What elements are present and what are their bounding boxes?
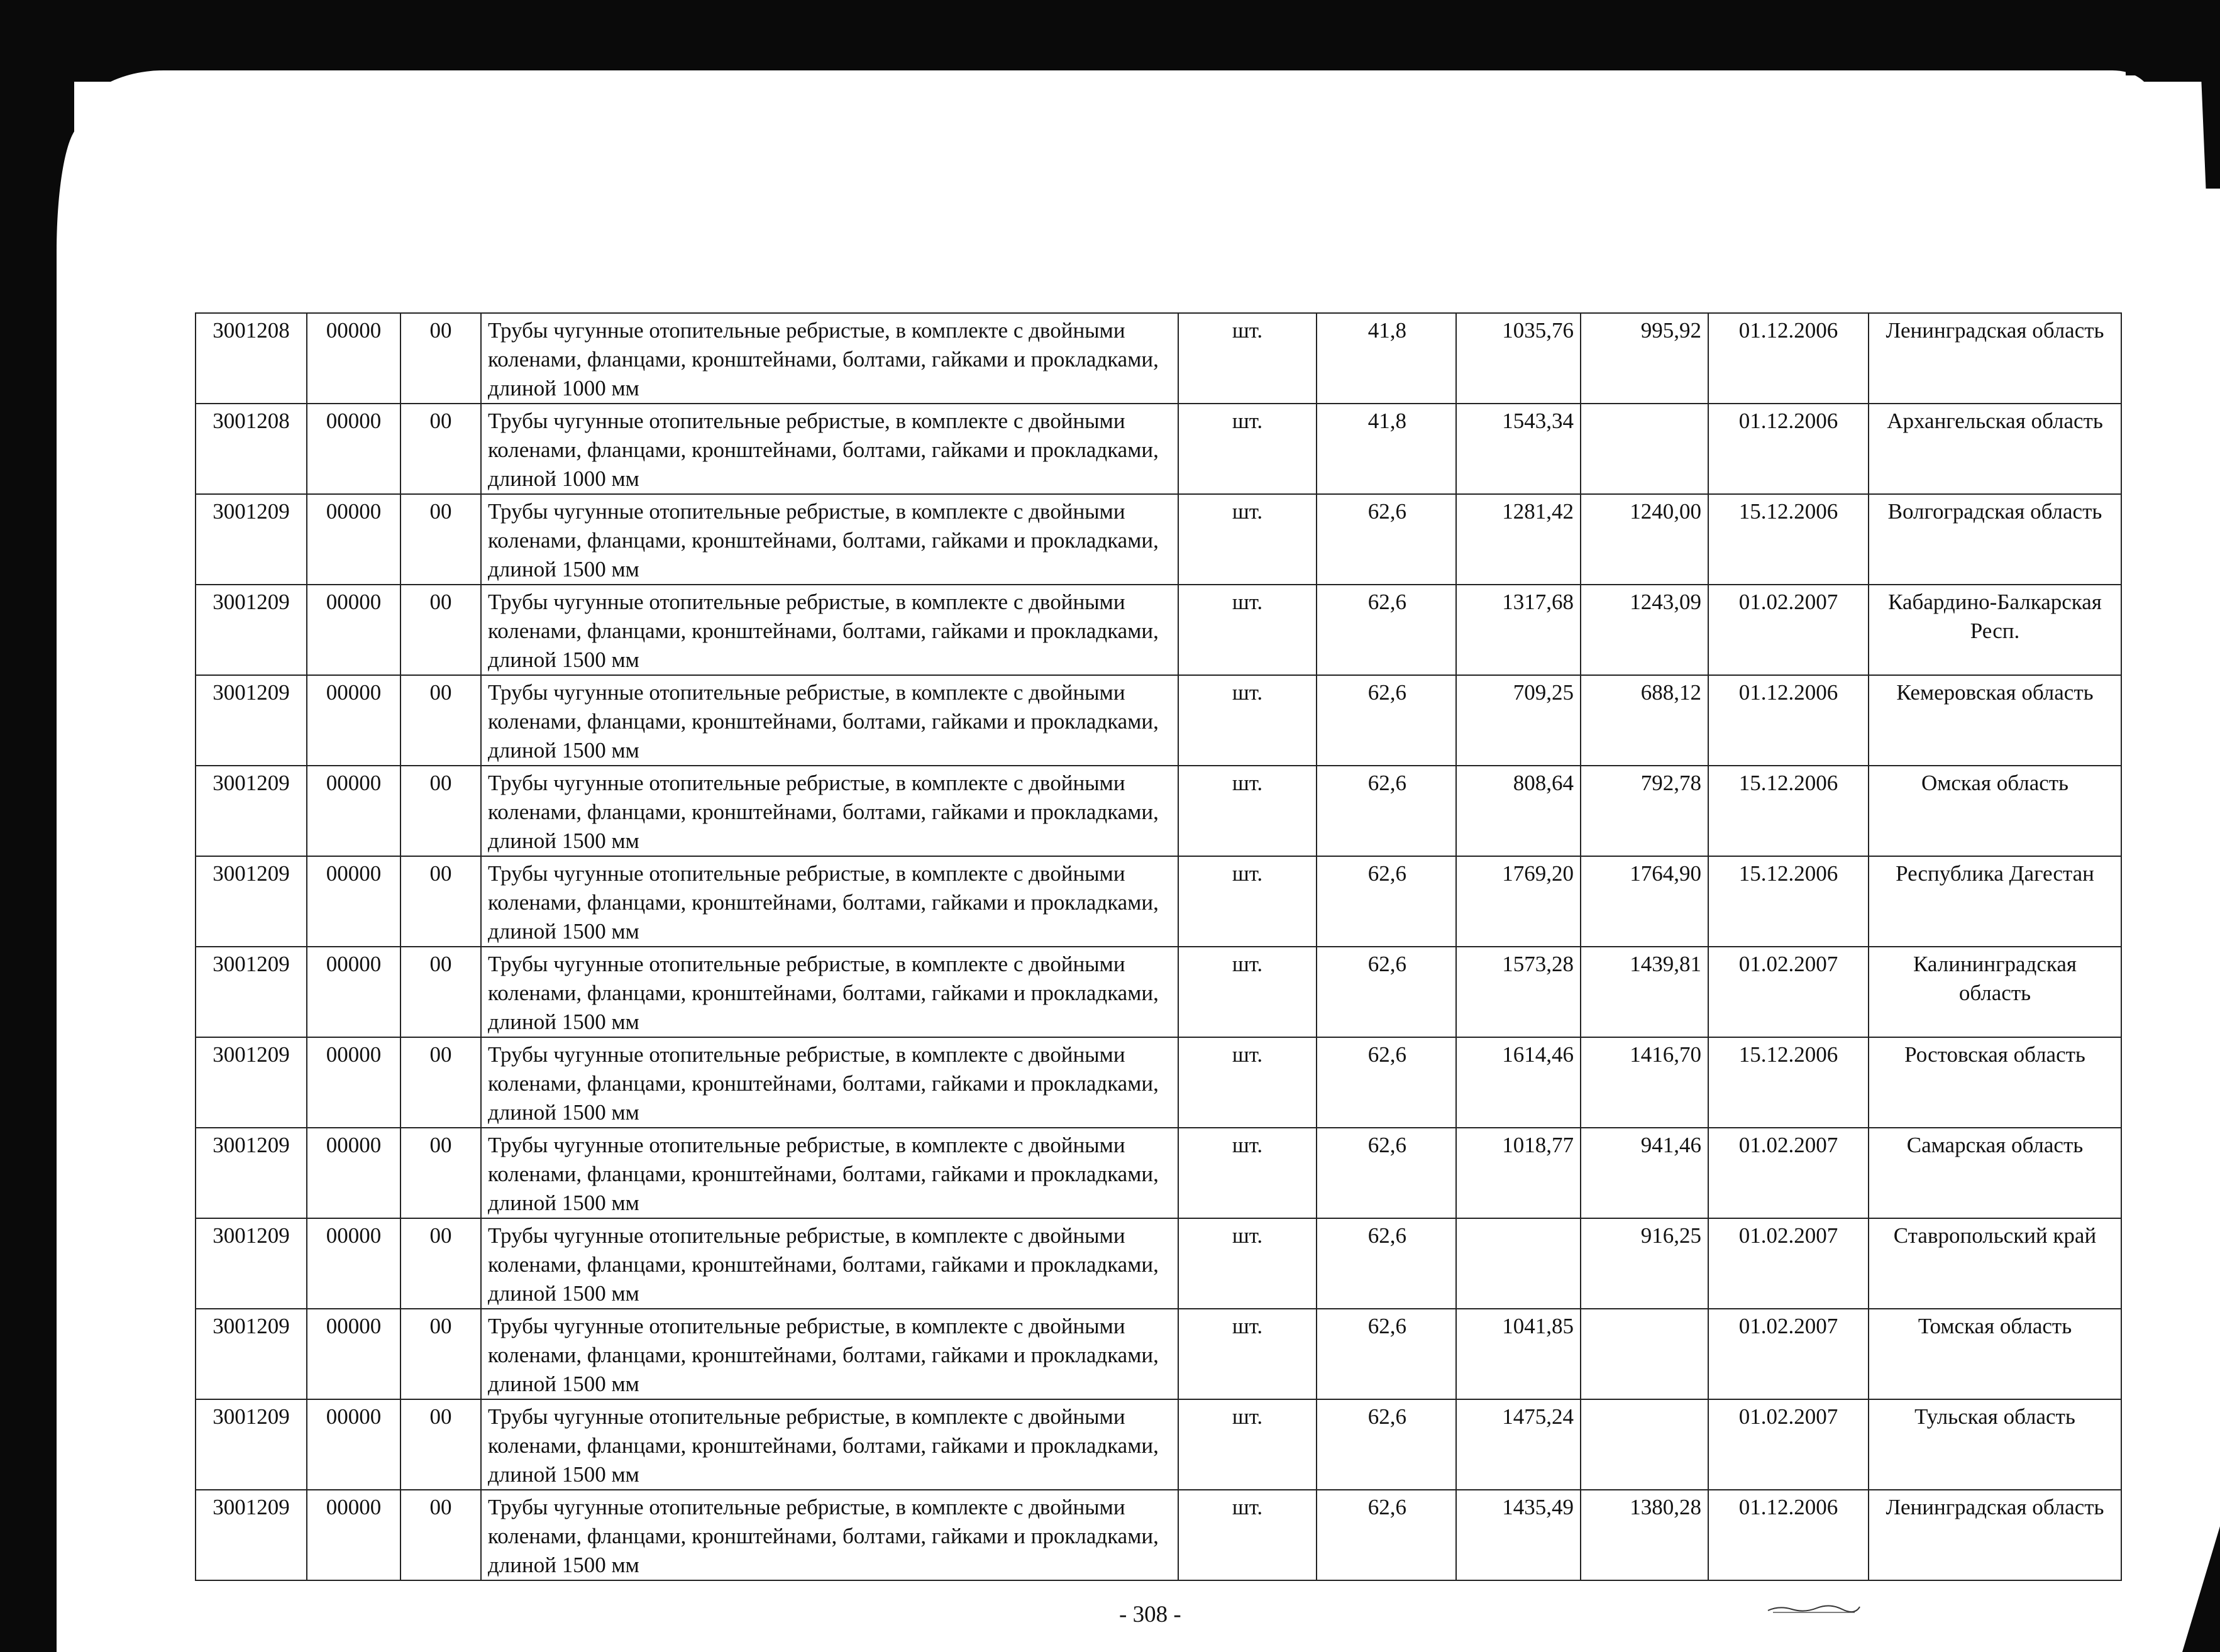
cell-price-2: 688,12: [1581, 675, 1708, 766]
cell-subcode: 00000: [307, 404, 400, 494]
cell-subcode: 00000: [307, 1309, 400, 1399]
cell-unit: шт.: [1178, 494, 1317, 585]
cell-name: Трубы чугунные отопительные ребристые, в комплекте с двойными коленами, фланцами, кронштейнами, болтами, гайками и прокладками, длиной 1000 мм: [481, 404, 1178, 494]
cell-subcode: 00000: [307, 494, 400, 585]
scan-page-edge: [75, 70, 2150, 146]
cell-code: 3001209: [196, 1037, 307, 1128]
price-table: [195, 312, 2122, 1581]
cell-price-1: 808,64: [1456, 766, 1581, 856]
cell-name: Трубы чугунные отопительные ребристые, в комплекте с двойными коленами, фланцами, кронштейнами, болтами, гайками и прокладками, длиной 1500 мм: [481, 1128, 1178, 1218]
cell-name: Трубы чугунные отопительные ребристые, в комплекте с двойными коленами, фланцами, кронштейнами, болтами, гайками и прокладками, длиной 1500 мм: [481, 947, 1178, 1037]
cell-date: 15.12.2006: [1708, 766, 1869, 856]
cell-unit: шт.: [1178, 313, 1317, 404]
cell-name: Трубы чугунные отопительные ребристые, в комплекте с двойными коленами, фланцами, кронштейнами, болтами, гайками и прокладками, длиной 1500 мм: [481, 585, 1178, 675]
cell-price-1: 1769,20: [1456, 856, 1581, 947]
cell-subcode: 00000: [307, 1490, 400, 1580]
cell-subcode: 00000: [307, 766, 400, 856]
table-row: [196, 404, 2121, 494]
cell-unit: шт.: [1178, 585, 1317, 675]
cell-region: Ставропольский край: [1869, 1218, 2121, 1309]
cell-subcode2: 00: [400, 675, 481, 766]
cell-date: 01.02.2007: [1708, 1218, 1869, 1309]
cell-unit: шт.: [1178, 1128, 1317, 1218]
cell-price-2: 1439,81: [1581, 947, 1708, 1037]
table-row: [196, 313, 2121, 404]
cell-weight: 62,6: [1317, 675, 1456, 766]
cell-price-1: 1543,34: [1456, 404, 1581, 494]
cell-code: 3001209: [196, 1490, 307, 1580]
cell-subcode: 00000: [307, 947, 400, 1037]
cell-subcode2: 00: [400, 1399, 481, 1490]
cell-price-2: 792,78: [1581, 766, 1708, 856]
cell-price-2: [1581, 404, 1708, 494]
cell-subcode2: 00: [400, 1309, 481, 1399]
cell-subcode2: 00: [400, 494, 481, 585]
table-row: [196, 1490, 2121, 1580]
cell-region: Омская область: [1869, 766, 2121, 856]
cell-price-1: [1456, 1218, 1581, 1309]
scan-border-right-bottom: [2182, 1526, 2220, 1652]
cell-name: Трубы чугунные отопительные ребристые, в комплекте с двойными коленами, фланцами, кронштейнами, болтами, гайками и прокладками, длиной 1500 мм: [481, 494, 1178, 585]
scan-page-edge-left: [57, 126, 94, 1652]
cell-unit: шт.: [1178, 1309, 1317, 1399]
cell-weight: 62,6: [1317, 1037, 1456, 1128]
cell-subcode2: 00: [400, 1037, 481, 1128]
cell-date: 01.12.2006: [1708, 404, 1869, 494]
cell-name: Трубы чугунные отопительные ребристые, в комплекте с двойными коленами, фланцами, кронштейнами, болтами, гайками и прокладками, длиной 1500 мм: [481, 1490, 1178, 1580]
cell-weight: 41,8: [1317, 313, 1456, 404]
scan-border-top: [0, 0, 2220, 82]
cell-date: 15.12.2006: [1708, 1037, 1869, 1128]
cell-weight: 62,6: [1317, 1490, 1456, 1580]
cell-unit: шт.: [1178, 1399, 1317, 1490]
cell-date: 01.12.2006: [1708, 313, 1869, 404]
cell-unit: шт.: [1178, 404, 1317, 494]
cell-region: Кабардино-Балкарская Респ.: [1869, 585, 2121, 675]
cell-subcode: 00000: [307, 1399, 400, 1490]
cell-region: Республика Дагестан: [1869, 856, 2121, 947]
cell-unit: шт.: [1178, 856, 1317, 947]
cell-price-2: 941,46: [1581, 1128, 1708, 1218]
cell-subcode: 00000: [307, 1037, 400, 1128]
cell-price-1: 1018,77: [1456, 1128, 1581, 1218]
table-row: [196, 1218, 2121, 1309]
price-table-body: [196, 313, 2121, 1580]
cell-price-2: 1240,00: [1581, 494, 1708, 585]
cell-weight: 62,6: [1317, 856, 1456, 947]
cell-price-1: 709,25: [1456, 675, 1581, 766]
table-row: [196, 856, 2121, 947]
cell-weight: 41,8: [1317, 404, 1456, 494]
cell-code: 3001209: [196, 1218, 307, 1309]
cell-price-1: 1435,49: [1456, 1490, 1581, 1580]
table-row: [196, 675, 2121, 766]
cell-name: Трубы чугунные отопительные ребристые, в комплекте с двойными коленами, фланцами, кронштейнами, болтами, гайками и прокладками, длиной 1500 мм: [481, 766, 1178, 856]
cell-code: 3001209: [196, 494, 307, 585]
cell-price-2: [1581, 1399, 1708, 1490]
cell-subcode: 00000: [307, 856, 400, 947]
cell-weight: 62,6: [1317, 585, 1456, 675]
cell-code: 3001209: [196, 856, 307, 947]
cell-date: 15.12.2006: [1708, 494, 1869, 585]
cell-price-2: 1416,70: [1581, 1037, 1708, 1128]
cell-price-2: 1380,28: [1581, 1490, 1708, 1580]
scribble-mark: [1767, 1603, 1861, 1614]
cell-price-1: 1281,42: [1456, 494, 1581, 585]
table-row: [196, 947, 2121, 1037]
cell-subcode2: 00: [400, 404, 481, 494]
cell-region: Кемеровская область: [1869, 675, 2121, 766]
cell-subcode: 00000: [307, 585, 400, 675]
cell-price-1: 1475,24: [1456, 1399, 1581, 1490]
cell-weight: 62,6: [1317, 766, 1456, 856]
cell-weight: 62,6: [1317, 1128, 1456, 1218]
cell-price-2: 916,25: [1581, 1218, 1708, 1309]
cell-subcode2: 00: [400, 1490, 481, 1580]
cell-name: Трубы чугунные отопительные ребристые, в комплекте с двойными коленами, фланцами, кронштейнами, болтами, гайками и прокладками, длиной 1500 мм: [481, 1399, 1178, 1490]
cell-date: 01.12.2006: [1708, 1490, 1869, 1580]
cell-code: 3001209: [196, 1128, 307, 1218]
cell-region: Тульская область: [1869, 1399, 2121, 1490]
cell-name: Трубы чугунные отопительные ребристые, в комплекте с двойными коленами, фланцами, кронштейнами, болтами, гайками и прокладками, длиной 1500 мм: [481, 1037, 1178, 1128]
cell-price-2: 1243,09: [1581, 585, 1708, 675]
cell-code: 3001208: [196, 404, 307, 494]
cell-subcode2: 00: [400, 766, 481, 856]
cell-name: Трубы чугунные отопительные ребристые, в комплекте с двойными коленами, фланцами, кронштейнами, болтами, гайками и прокладками, длиной 1500 мм: [481, 675, 1178, 766]
cell-date: 01.02.2007: [1708, 1399, 1869, 1490]
cell-price-2: 995,92: [1581, 313, 1708, 404]
cell-weight: 62,6: [1317, 1399, 1456, 1490]
cell-subcode2: 00: [400, 585, 481, 675]
cell-weight: 62,6: [1317, 1309, 1456, 1399]
cell-subcode: 00000: [307, 1218, 400, 1309]
cell-subcode2: 00: [400, 1218, 481, 1309]
cell-code: 3001209: [196, 585, 307, 675]
cell-name: Трубы чугунные отопительные ребристые, в комплекте с двойными коленами, фланцами, кронштейнами, болтами, гайками и прокладками, длиной 1500 мм: [481, 1309, 1178, 1399]
table-row: [196, 1037, 2121, 1128]
cell-unit: шт.: [1178, 766, 1317, 856]
cell-code: 3001208: [196, 313, 307, 404]
cell-subcode2: 00: [400, 313, 481, 404]
table-row: [196, 1128, 2121, 1218]
cell-unit: шт.: [1178, 947, 1317, 1037]
cell-code: 3001209: [196, 675, 307, 766]
cell-price-1: 1614,46: [1456, 1037, 1581, 1128]
cell-price-1: 1317,68: [1456, 585, 1581, 675]
cell-subcode: 00000: [307, 313, 400, 404]
cell-price-1: 1035,76: [1456, 313, 1581, 404]
table-row: [196, 1399, 2121, 1490]
cell-subcode: 00000: [307, 675, 400, 766]
cell-region: Томская область: [1869, 1309, 2121, 1399]
cell-subcode2: 00: [400, 947, 481, 1037]
cell-region: Калининградская область: [1869, 947, 2121, 1037]
cell-code: 3001209: [196, 947, 307, 1037]
cell-subcode2: 00: [400, 856, 481, 947]
cell-unit: шт.: [1178, 1218, 1317, 1309]
cell-date: 01.12.2006: [1708, 675, 1869, 766]
cell-price-2: [1581, 1309, 1708, 1399]
cell-date: 15.12.2006: [1708, 856, 1869, 947]
cell-region: Волгоградская область: [1869, 494, 2121, 585]
cell-date: 01.02.2007: [1708, 585, 1869, 675]
cell-price-2: 1764,90: [1581, 856, 1708, 947]
cell-date: 01.02.2007: [1708, 947, 1869, 1037]
table-row: [196, 585, 2121, 675]
cell-date: 01.02.2007: [1708, 1309, 1869, 1399]
page-number: - 308 -: [1119, 1602, 1181, 1627]
cell-name: Трубы чугунные отопительные ребристые, в комплекте с двойными коленами, фланцами, кронштейнами, болтами, гайками и прокладками, длиной 1500 мм: [481, 1218, 1178, 1309]
cell-region: Ростовская область: [1869, 1037, 2121, 1128]
table-row: [196, 494, 2121, 585]
cell-weight: 62,6: [1317, 947, 1456, 1037]
cell-region: Архангельская область: [1869, 404, 2121, 494]
cell-region: Ленинградская область: [1869, 1490, 2121, 1580]
cell-weight: 62,6: [1317, 1218, 1456, 1309]
cell-price-1: 1041,85: [1456, 1309, 1581, 1399]
cell-unit: шт.: [1178, 1490, 1317, 1580]
cell-subcode2: 00: [400, 1128, 481, 1218]
cell-date: 01.02.2007: [1708, 1128, 1869, 1218]
table-row: [196, 766, 2121, 856]
cell-code: 3001209: [196, 1309, 307, 1399]
cell-name: Трубы чугунные отопительные ребристые, в комплекте с двойными коленами, фланцами, кронштейнами, болтами, гайками и прокладками, длиной 1500 мм: [481, 856, 1178, 947]
cell-subcode: 00000: [307, 1128, 400, 1218]
cell-code: 3001209: [196, 1399, 307, 1490]
cell-region: Ленинградская область: [1869, 313, 2121, 404]
cell-unit: шт.: [1178, 675, 1317, 766]
cell-name: Трубы чугунные отопительные ребристые, в комплекте с двойными коленами, фланцами, кронштейнами, болтами, гайками и прокладками, длиной 1000 мм: [481, 313, 1178, 404]
cell-region: Самарская область: [1869, 1128, 2121, 1218]
cell-unit: шт.: [1178, 1037, 1317, 1128]
cell-price-1: 1573,28: [1456, 947, 1581, 1037]
cell-code: 3001209: [196, 766, 307, 856]
cell-weight: 62,6: [1317, 494, 1456, 585]
table-row: [196, 1309, 2121, 1399]
